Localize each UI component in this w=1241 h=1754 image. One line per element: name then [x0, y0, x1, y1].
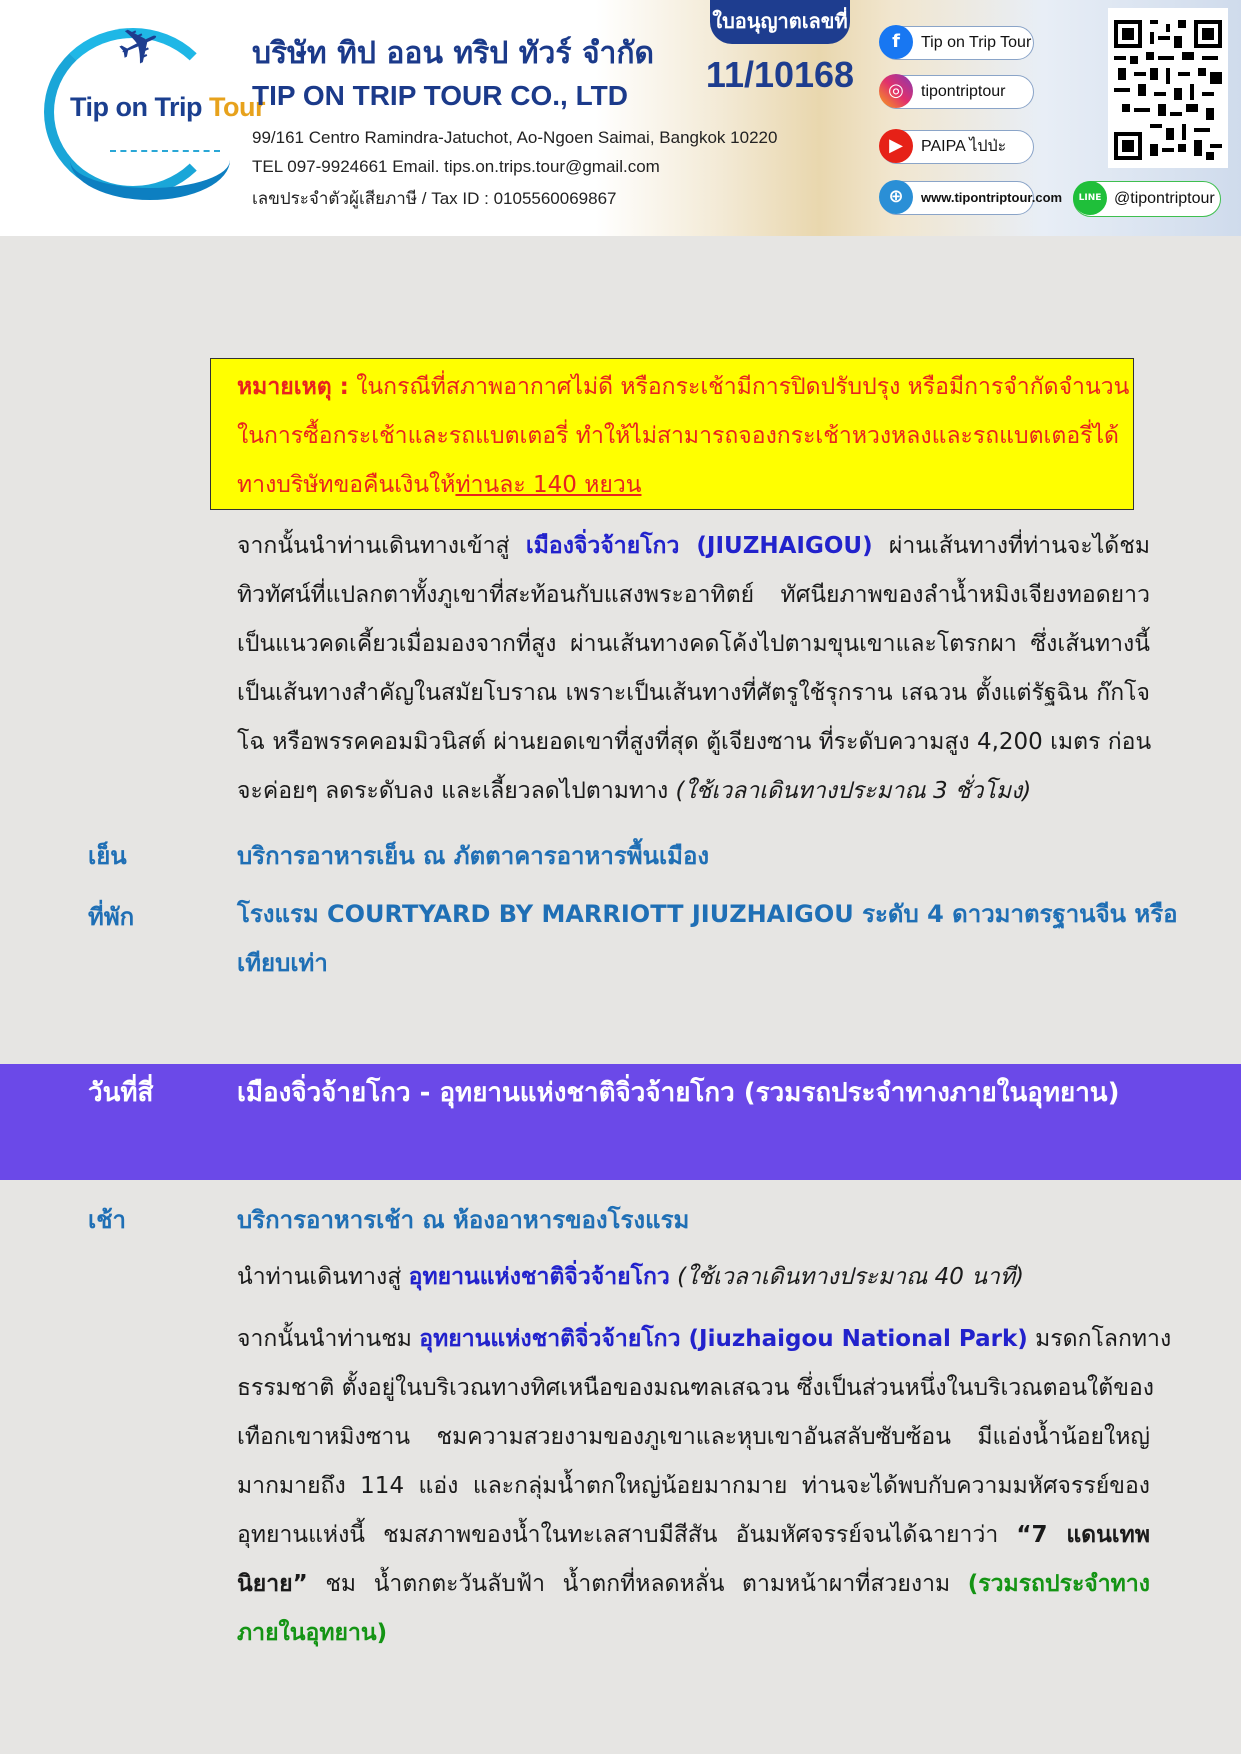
website-link[interactable] — [880, 181, 1063, 215]
breakfast-text: บริการอาหารเช้า ณ ห้องอาหารของโรงแรม — [237, 1206, 690, 1234]
qr-code-icon — [1114, 20, 1222, 160]
instagram-label: tipontriptour — [921, 83, 1006, 100]
facebook-label: Tip on Trip Tour — [921, 34, 1032, 51]
day-label: วันที่สี่ — [88, 1078, 154, 1108]
nickname-highlight: “7 แดนเทพ — [1016, 1522, 1150, 1548]
facebook-link[interactable] — [880, 26, 1034, 60]
company-address: 99/161 Centro Ramindra-Jatuchot, Ao-Ngoen Saimai, Bangkok 10220 — [252, 128, 778, 147]
instagram-icon: ◎ — [879, 74, 913, 108]
remark-line-3: ทางบริษัทขอคืนเงินให้ท่านละ 140 หยวน — [237, 472, 642, 498]
remark-line-1: หมายเหตุ : ในกรณีที่สภาพอากาศไม่ดี หรือกระเช้ามีการปิดปรับปรุง หรือมีการจำกัดจำนวน — [237, 374, 1130, 400]
facebook-icon: f — [879, 25, 913, 59]
remark-box — [210, 358, 1134, 510]
dinner-text: บริการอาหารเย็น ณ ภัตตาคารอาหารพื้นเมือง — [237, 842, 710, 870]
company-logo: Tip on Trip Tour — [70, 92, 265, 122]
remark-label: หมายเหตุ : — [237, 374, 349, 400]
travel-time-note: (ใช้เวลาเดินทางประมาณ 3 ชั่วโมง) — [675, 778, 1032, 804]
breakfast-label: เช้า — [88, 1206, 126, 1234]
park-description: จากนั้นนำท่านชม อุทยานแห่งชาติจิ่วจ้ายโกว (Jiuzhaigou National Park) มรดกโลกทาง ธรรมชาติ ตั้งอยู่ในบริเวณทางทิศเหนือของมณฑลเสฉวน ซึ่งเป็นส่วนหนึ่งในบริเวณตอนใต้ของ เทือกเขาหมิงซาน ชมความสวยงามของภูเขาและหุบเขาอันสลับซับซ้อน มีแอ่งน้ำน้อยใหญ่ มากมายถึง 114 แอ่ง และกลุ่มน้ำตกใหญ่น้อยมากมาย ท่านจะได้พบกับความมหัศจรรย์ของ อุทยานแห่งนี้ ชมสภาพของน้ำในทะเลสาบมีสีสัน อันมหัศจรรย์จนได้ฉายาว่า “7 แดนเทพ นิยาย” ชม น้ำตกตะวันลับฟ้า น้ำตกที่หลดหลั่น ตามหน้าผาที่สวยงาม (รวมรถประจำทาง ภายในอุทยาน) — [237, 1315, 1150, 1658]
logo-flight-path — [110, 150, 220, 152]
line-icon: LINE — [1073, 181, 1107, 215]
globe-icon: ⊕ — [879, 180, 913, 214]
qr-code — [1108, 8, 1228, 168]
day-title: เมืองจิ่วจ้ายโกว - อุทยานแห่งชาติจิ่วจ้ายโกว (รวมรถประจำทางภายในอุทยาน) — [237, 1078, 1120, 1108]
youtube-icon: ▶ — [879, 129, 913, 163]
hotel-text: โรงแรม COURTYARD BY MARRIOTT JIUZHAIGOU ระดับ 4 ดาวมาตรฐานจีน หรือ เทียบเท่า — [237, 900, 1178, 977]
park-name-highlight: อุทยานแห่งชาติจิ่วจ้ายโกว (Jiuzhaigou National Park) — [419, 1326, 1028, 1352]
airplane-icon: ✈ — [107, 9, 173, 83]
hotel-label: ที่พัก — [88, 903, 135, 931]
park-highlight: อุทยานแห่งชาติจิ่วจ้ายโกว — [408, 1264, 670, 1290]
refund-amount: ท่านละ 140 หยวน — [455, 472, 642, 498]
license-label: ใบอนุญาตเลขที่ — [710, 0, 850, 44]
website-label: www.tipontriptour.com — [921, 190, 1063, 205]
company-name-en: TIP ON TRIP TOUR CO., LTD — [252, 80, 628, 111]
instagram-link[interactable] — [880, 75, 1034, 109]
license-number: 11/10168 — [705, 54, 855, 95]
remark-line-2: ในการซื้อกระเช้าและรถแบตเตอรี่ ทำให้ไม่สามารถจองกระเช้าหวงหลงและรถแบตเตอรี่ได้ — [237, 423, 1119, 449]
travel-time-note: (ใช้เวลาเดินทางประมาณ 40 นาที) — [669, 1264, 1024, 1290]
jiuzhaigou-description: จากนั้นนำท่านเดินทางเข้าสู่ เมืองจิ่วจ้ายโกว (JIUZHAIGOU) ผ่านเส้นทางที่ท่านจะได้ชม ทิวทัศน์ที่แปลกตาทั้งภูเขาที่สะท้อนกับแสงพระอาทิตย์ ทัศนียภาพของลำน้ำหมิงเจียงทอดยาว เป็นแนวคดเคี้ยวเมื่อมองจากที่สูง ผ่านเส้นทางคดโค้งไปตามขุนเขาและโตรกผา ซึ่งเส้นทางนี้ เป็นเส้นทางสำคัญในสมัยโบราณ เพราะเป็นเส้นทางที่ศัตรูใช้รุกราน เสฉวน ตั้งแต่รัฐฉิน ก๊กโจ โฉ หรือพรรคคอมมิวนิสต์ ผ่านยอดเขาที่สูงที่สุด ตู้เจียงซาน ที่ระดับความสูง 4,200 เมตร ก่อน จะค่อยๆ ลดระดับลง และเลี้ยวลดไปตามทาง (ใช้เวลาเดินทางประมาณ 3 ชั่วโมง) — [237, 533, 1152, 804]
bus-included-note: (รวมรถประจำทาง — [967, 1571, 1150, 1597]
line-link[interactable] — [1073, 181, 1221, 217]
place-highlight: เมืองจิ่วจ้ายโกว (JIUZHAIGOU) — [525, 533, 873, 559]
company-tax-id: เลขประจำตัวผู้เสียภาษี / Tax ID : 0105560069867 — [252, 189, 617, 208]
bus-included-note-cont: ภายในอุทยาน) — [237, 1620, 388, 1646]
logo-swoosh — [70, 120, 230, 200]
youtube-label: PAIPA ไปป่ะ — [921, 138, 1007, 155]
company-contact: TEL 097-9924661 Email. tips.on.trips.tour@gmail.com — [252, 157, 660, 176]
company-name-th: บริษัท ทิป ออน ทริป ทัวร์ จำกัด — [252, 36, 655, 71]
dinner-label: เย็น — [88, 842, 127, 870]
travel-to-park: นำท่านเดินทางสู่ อุทยานแห่งชาติจิ่วจ้ายโกว (ใช้เวลาเดินทางประมาณ 40 นาที) — [237, 1264, 1024, 1290]
youtube-link[interactable] — [880, 130, 1034, 164]
line-label: @tipontriptour — [1114, 190, 1215, 207]
letterhead — [0, 0, 1241, 236]
